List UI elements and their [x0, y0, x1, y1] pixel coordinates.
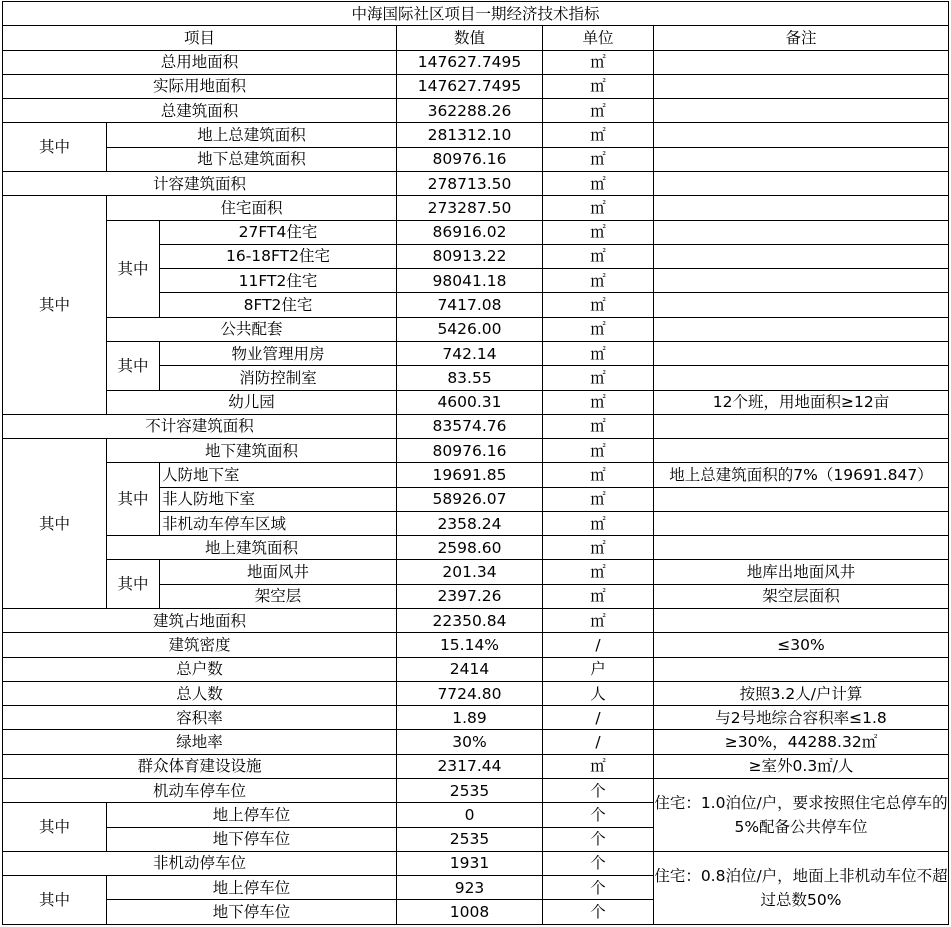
row-value: 1931 — [397, 851, 543, 875]
row-value: 83.55 — [397, 366, 543, 390]
header-value: 数值 — [397, 26, 543, 50]
row-label: 地下停车位 — [107, 900, 397, 925]
row-value: 0 — [397, 803, 543, 827]
table-row — [3, 779, 949, 803]
row-value: 30% — [397, 730, 543, 754]
row-unit: ㎡ — [543, 754, 654, 778]
row-unit: 个 — [543, 779, 654, 803]
group-label: 其中 — [3, 803, 107, 852]
group-label: 其中 — [3, 123, 107, 172]
row-label: 物业管理用房 — [160, 341, 397, 365]
row-value: 362288.26 — [397, 99, 543, 123]
row-value: 2414 — [397, 657, 543, 681]
row-label: 总用地面积 — [3, 50, 397, 74]
row-label: 建筑占地面积 — [3, 609, 397, 633]
table-row — [3, 317, 949, 341]
row-note — [654, 293, 949, 317]
table-row — [3, 439, 949, 463]
row-label: 非人防地下室 — [160, 487, 397, 511]
row-unit: ㎡ — [543, 487, 654, 511]
row-unit: 个 — [543, 900, 654, 925]
row-value: 15.14% — [397, 633, 543, 657]
row-note — [654, 220, 949, 244]
row-label: 地下建筑面积 — [107, 439, 397, 463]
table-row — [3, 536, 949, 560]
row-value: 80976.16 — [397, 439, 543, 463]
table-row — [3, 147, 949, 171]
table-row — [3, 657, 949, 681]
row-value: 2535 — [397, 827, 543, 851]
table-row — [3, 220, 949, 244]
row-unit: / — [543, 730, 654, 754]
row-note — [654, 366, 949, 390]
row-value: 278713.50 — [397, 171, 543, 195]
header-note: 备注 — [654, 26, 949, 50]
row-unit: ㎡ — [543, 244, 654, 268]
row-unit: ㎡ — [543, 463, 654, 487]
row-label: 非机动车停车区域 — [160, 511, 397, 535]
table-row — [3, 851, 949, 875]
subgroup-label: 其中 — [107, 341, 160, 390]
table-row — [3, 633, 949, 657]
row-unit: ㎡ — [543, 74, 654, 98]
row-note — [654, 657, 949, 681]
row-note — [654, 269, 949, 293]
row-value: 4600.31 — [397, 390, 543, 414]
row-label: 机动车停车位 — [3, 779, 397, 803]
row-unit: 人 — [543, 681, 654, 705]
row-note: 按照3.2人/户计算 — [654, 681, 949, 705]
table-row — [3, 560, 949, 584]
table-row — [3, 730, 949, 754]
row-label: 16-18FT2住宅 — [160, 244, 397, 268]
row-unit: ㎡ — [543, 341, 654, 365]
row-unit: 个 — [543, 803, 654, 827]
header-item: 项目 — [3, 26, 397, 50]
row-unit: ㎡ — [543, 511, 654, 535]
row-note: ≥30%，44288.32㎡ — [654, 730, 949, 754]
row-label: 地上建筑面积 — [107, 536, 397, 560]
row-note — [654, 511, 949, 535]
row-unit: / — [543, 706, 654, 730]
row-label: 非机动停车位 — [3, 851, 397, 875]
table-row — [3, 706, 949, 730]
row-value: 7417.08 — [397, 293, 543, 317]
row-unit: ㎡ — [543, 414, 654, 438]
row-unit: ㎡ — [543, 390, 654, 414]
table-row — [3, 50, 949, 74]
subgroup-label: 其中 — [107, 463, 160, 536]
row-unit: ㎡ — [543, 317, 654, 341]
row-label: 地下总建筑面积 — [107, 147, 397, 171]
row-label: 地面风井 — [160, 560, 397, 584]
table-row — [3, 609, 949, 633]
row-label: 8FT2住宅 — [160, 293, 397, 317]
row-note — [654, 74, 949, 98]
row-label: 建筑密度 — [3, 633, 397, 657]
row-label: 总户数 — [3, 657, 397, 681]
row-unit: 个 — [543, 827, 654, 851]
row-value: 7724.80 — [397, 681, 543, 705]
row-note: 地上总建筑面积的7%（19691.847） — [654, 463, 949, 487]
row-unit: ㎡ — [543, 366, 654, 390]
row-label: 总人数 — [3, 681, 397, 705]
row-label: 消防控制室 — [160, 366, 397, 390]
table-row — [3, 754, 949, 778]
row-label: 架空层 — [160, 584, 397, 608]
row-value: 80976.16 — [397, 147, 543, 171]
row-unit: ㎡ — [543, 269, 654, 293]
row-note — [654, 341, 949, 365]
row-label: 27FT4住宅 — [160, 220, 397, 244]
row-label: 地下停车位 — [107, 827, 397, 851]
table-row — [3, 171, 949, 195]
row-note: 住宅：1.0泊位/户，要求按照住宅总停车的5%配备公共停车位 — [654, 779, 949, 852]
table-row — [3, 341, 949, 365]
row-value: 273287.50 — [397, 196, 543, 220]
row-unit: ㎡ — [543, 196, 654, 220]
row-unit: / — [543, 633, 654, 657]
row-note: ≥室外0.3㎡/人 — [654, 754, 949, 778]
table-row — [3, 463, 949, 487]
row-value: 281312.10 — [397, 123, 543, 147]
group-label: 其中 — [3, 196, 107, 415]
row-label: 地上停车位 — [107, 876, 397, 900]
row-value: 147627.7495 — [397, 74, 543, 98]
row-note: 与2号地综合容积率≤1.8 — [654, 706, 949, 730]
row-label: 公共配套 — [107, 317, 397, 341]
table-row — [3, 681, 949, 705]
row-label: 群众体育建设设施 — [3, 754, 397, 778]
table-row — [3, 123, 949, 147]
row-unit: ㎡ — [543, 147, 654, 171]
row-note — [654, 609, 949, 633]
row-value: 1008 — [397, 900, 543, 925]
row-note — [654, 99, 949, 123]
row-value: 22350.84 — [397, 609, 543, 633]
row-note — [654, 439, 949, 463]
row-unit: ㎡ — [543, 99, 654, 123]
row-value: 923 — [397, 876, 543, 900]
header-row — [3, 26, 949, 50]
row-note — [654, 147, 949, 171]
row-note — [654, 317, 949, 341]
table-row — [3, 74, 949, 98]
row-unit: ㎡ — [543, 609, 654, 633]
row-note: 12个班，用地面积≥12亩 — [654, 390, 949, 414]
row-value: 2317.44 — [397, 754, 543, 778]
row-label: 不计容建筑面积 — [3, 414, 397, 438]
subgroup-label: 其中 — [107, 220, 160, 317]
row-value: 19691.85 — [397, 463, 543, 487]
row-value: 83574.76 — [397, 414, 543, 438]
row-unit: ㎡ — [543, 171, 654, 195]
row-unit: ㎡ — [543, 536, 654, 560]
row-value: 58926.07 — [397, 487, 543, 511]
row-unit: 户 — [543, 657, 654, 681]
row-label: 计容建筑面积 — [3, 171, 397, 195]
group-label: 其中 — [3, 876, 107, 925]
row-label: 实际用地面积 — [3, 74, 397, 98]
row-unit: ㎡ — [543, 560, 654, 584]
title-row — [3, 2, 949, 26]
row-note — [654, 196, 949, 220]
row-value: 2598.60 — [397, 536, 543, 560]
row-label: 地上总建筑面积 — [107, 123, 397, 147]
group-label: 其中 — [3, 439, 107, 609]
row-note — [654, 50, 949, 74]
table-row — [3, 414, 949, 438]
row-label: 11FT2住宅 — [160, 269, 397, 293]
table-row — [3, 99, 949, 123]
row-value: 1.89 — [397, 706, 543, 730]
row-note — [654, 244, 949, 268]
row-note: 地库出地面风井 — [654, 560, 949, 584]
row-value: 2535 — [397, 779, 543, 803]
row-note: ≤30% — [654, 633, 949, 657]
row-unit: ㎡ — [543, 439, 654, 463]
table-title: 中海国际社区项目一期经济技术指标 — [3, 2, 949, 26]
row-label: 绿地率 — [3, 730, 397, 754]
row-label: 容积率 — [3, 706, 397, 730]
row-value: 2397.26 — [397, 584, 543, 608]
row-value: 147627.7495 — [397, 50, 543, 74]
row-note — [654, 487, 949, 511]
row-label: 总建筑面积 — [3, 99, 397, 123]
row-label: 地上停车位 — [107, 803, 397, 827]
row-label: 幼儿园 — [107, 390, 397, 414]
row-note — [654, 414, 949, 438]
row-unit: ㎡ — [543, 123, 654, 147]
row-value: 742.14 — [397, 341, 543, 365]
row-unit: ㎡ — [543, 220, 654, 244]
row-unit: ㎡ — [543, 293, 654, 317]
row-value: 98041.18 — [397, 269, 543, 293]
row-label: 住宅面积 — [107, 196, 397, 220]
table-row — [3, 196, 949, 220]
row-unit: ㎡ — [543, 584, 654, 608]
table-row — [3, 390, 949, 414]
row-note — [654, 536, 949, 560]
row-value: 2358.24 — [397, 511, 543, 535]
row-note: 架空层面积 — [654, 584, 949, 608]
row-note — [654, 171, 949, 195]
row-value: 86916.02 — [397, 220, 543, 244]
row-value: 80913.22 — [397, 244, 543, 268]
tech-indicator-table — [2, 1, 949, 925]
row-label: 人防地下室 — [160, 463, 397, 487]
row-unit: ㎡ — [543, 50, 654, 74]
row-unit: 个 — [543, 851, 654, 875]
header-unit: 单位 — [543, 26, 654, 50]
row-note — [654, 123, 949, 147]
row-unit: 个 — [543, 876, 654, 900]
row-value: 5426.00 — [397, 317, 543, 341]
subgroup-label: 其中 — [107, 560, 160, 609]
row-note: 住宅：0.8泊位/户，地面上非机动车位不超过总数50% — [654, 851, 949, 924]
row-value: 201.34 — [397, 560, 543, 584]
